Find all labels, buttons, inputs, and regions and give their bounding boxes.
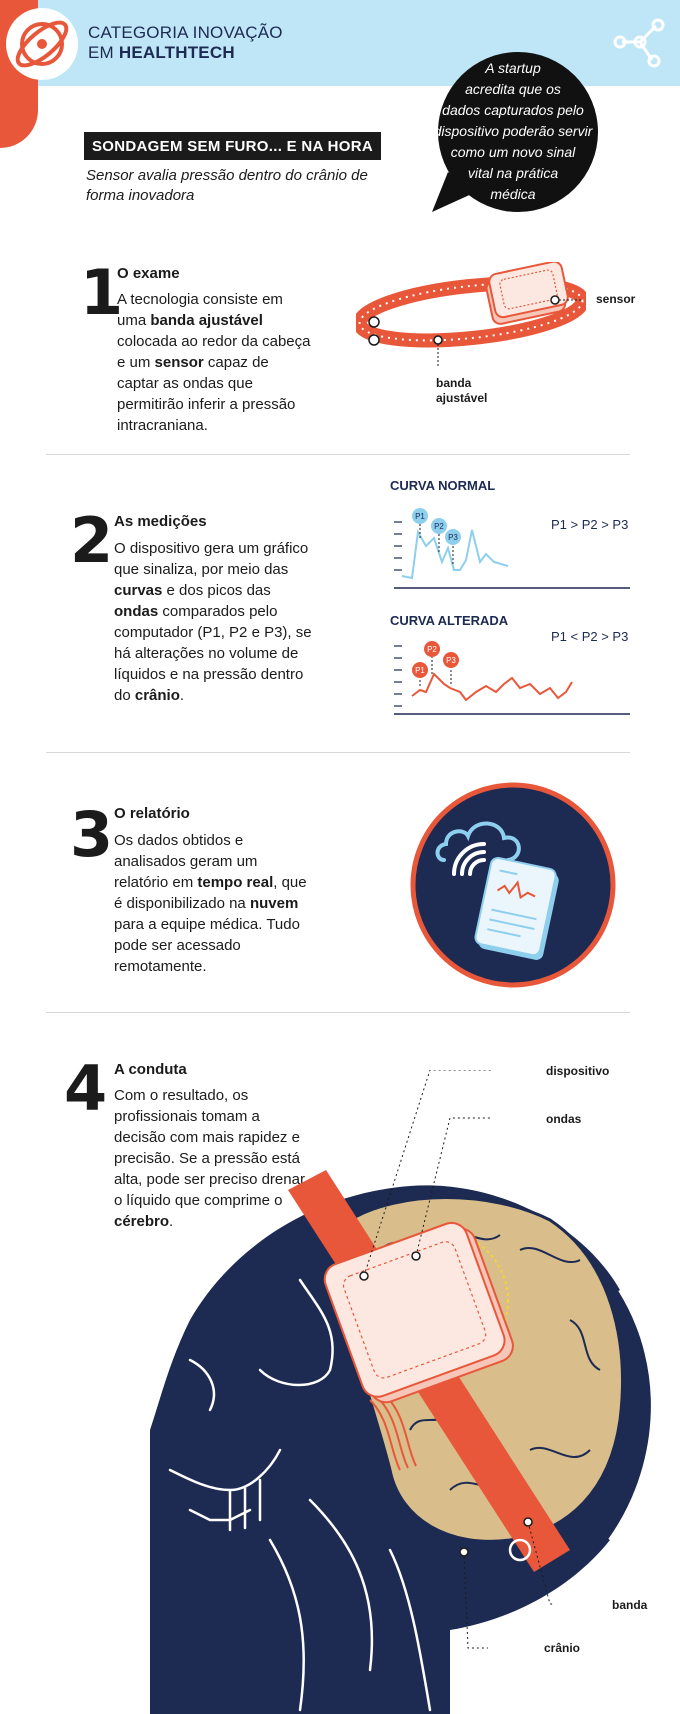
section-2-title: As medições bbox=[114, 513, 207, 530]
section-divider bbox=[46, 752, 630, 753]
peak-p3-label-altered: P3 bbox=[446, 656, 456, 665]
peak-p1-label: P1 bbox=[415, 512, 425, 521]
subtitle: Sensor avalia pressão dentro do crânio de forma inovadora bbox=[86, 167, 368, 204]
headline-banner: SONDAGEM SEM FURO... E NA HORA bbox=[84, 132, 381, 160]
bubble-line: como um novo sinal bbox=[450, 144, 576, 160]
normal-curve-chart bbox=[390, 500, 630, 592]
section-1-title: O exame bbox=[117, 265, 180, 282]
section-4-title: A conduta bbox=[114, 1061, 187, 1078]
normal-curve-title: CURVA NORMAL bbox=[390, 478, 496, 493]
step-number-4: 4 bbox=[64, 1052, 108, 1125]
body-text: . bbox=[179, 687, 185, 704]
bubble-line: acredita que os bbox=[465, 81, 561, 97]
category-label bbox=[88, 23, 283, 63]
altered-curve-formula: P1 < P2 > P3 bbox=[551, 629, 629, 644]
body-text: Os dados obtidos e analisados geram um relatório em bbox=[114, 832, 258, 891]
section-1-body bbox=[117, 289, 312, 436]
body-emphasis: sensor bbox=[154, 354, 204, 371]
step-number-3: 3 bbox=[70, 798, 114, 871]
bubble-line: A startup bbox=[485, 60, 541, 76]
body-emphasis: nuvem bbox=[249, 895, 299, 912]
body-emphasis: curvas bbox=[114, 582, 163, 599]
body-emphasis: ondas bbox=[114, 603, 159, 620]
step-number-2: 2 bbox=[70, 504, 114, 577]
body-text: para a equipe médica. Tudo pode ser acessado remotamente. bbox=[114, 916, 300, 975]
label-ondas: ondas bbox=[546, 1112, 582, 1126]
peak-p3-label: P3 bbox=[448, 533, 458, 542]
section-3-title: O relatório bbox=[114, 805, 190, 822]
body-text: colocada ao redor da cabeça e um bbox=[117, 333, 311, 371]
label-dispositivo: dispositivo bbox=[546, 1064, 610, 1078]
headband-illustration bbox=[356, 262, 586, 372]
body-text: Com o resultado, os profissionais tomam a decisão com mais rapidez e precisão. Se a pressão está alta, pode ser preciso drenar o líquido que comprime o bbox=[114, 1087, 305, 1209]
peak-p2-label: P2 bbox=[434, 522, 444, 531]
label-banda: banda bbox=[612, 1598, 648, 1612]
section-divider bbox=[46, 454, 630, 455]
peak-p1-label-altered: P1 bbox=[415, 666, 425, 675]
cloud-report-illustration bbox=[410, 782, 616, 988]
bubble-line: médica bbox=[490, 186, 536, 202]
category-line-2-bold: HEALTHTECH bbox=[118, 43, 235, 62]
body-text: capaz de captar as ondas que permitirão inferir a pressão intracraniana. bbox=[117, 354, 296, 434]
normal-curve-formula: P1 > P2 > P3 bbox=[551, 517, 629, 532]
section-2-body bbox=[114, 538, 314, 706]
body-text: e dos picos das bbox=[162, 582, 271, 599]
body-text: , que é disponibilizado na bbox=[114, 874, 307, 912]
body-emphasis: banda ajustável bbox=[150, 312, 263, 329]
label-banda-line-2: ajustável bbox=[436, 391, 488, 405]
altered-curve-chart bbox=[390, 634, 630, 718]
body-emphasis: cérebro bbox=[114, 1213, 170, 1230]
label-cranio: crânio bbox=[544, 1641, 581, 1655]
bubble-line: dispositivo poderão servir bbox=[433, 123, 593, 139]
body-text: O dispositivo gera um gráfico que sinaliza, por meio das bbox=[114, 540, 309, 578]
bubble-line: vital na prática bbox=[467, 165, 559, 181]
body-emphasis: tempo real bbox=[197, 874, 274, 891]
body-emphasis: crânio bbox=[134, 687, 180, 704]
label-sensor: sensor bbox=[596, 292, 636, 306]
category-line-2-prefix: EM bbox=[88, 43, 114, 62]
altered-curve-title: CURVA ALTERADA bbox=[390, 613, 509, 628]
head-illustration bbox=[150, 1070, 680, 1714]
category-line-1: CATEGORIA INOVAÇÃO bbox=[88, 23, 283, 42]
body-text: comparados pelo computador (P1, P2 e P3), se há alterações no volume de líquidos e na pressão dentro do bbox=[114, 603, 312, 704]
bubble-text bbox=[430, 58, 596, 205]
body-text: A tecnologia consiste em uma bbox=[117, 291, 283, 329]
section-3-body bbox=[114, 830, 314, 977]
body-text: . bbox=[169, 1213, 174, 1230]
atom-logo-icon bbox=[6, 8, 78, 80]
label-banda-line-1: banda bbox=[436, 376, 472, 390]
bubble-line: dados capturados pelo bbox=[442, 102, 584, 118]
label-banda-ajustavel bbox=[436, 376, 487, 406]
peak-p2-label-altered: P2 bbox=[427, 645, 437, 654]
section-divider bbox=[46, 1012, 630, 1013]
molecule-icon bbox=[612, 18, 668, 68]
step-number-1: 1 bbox=[80, 256, 124, 329]
